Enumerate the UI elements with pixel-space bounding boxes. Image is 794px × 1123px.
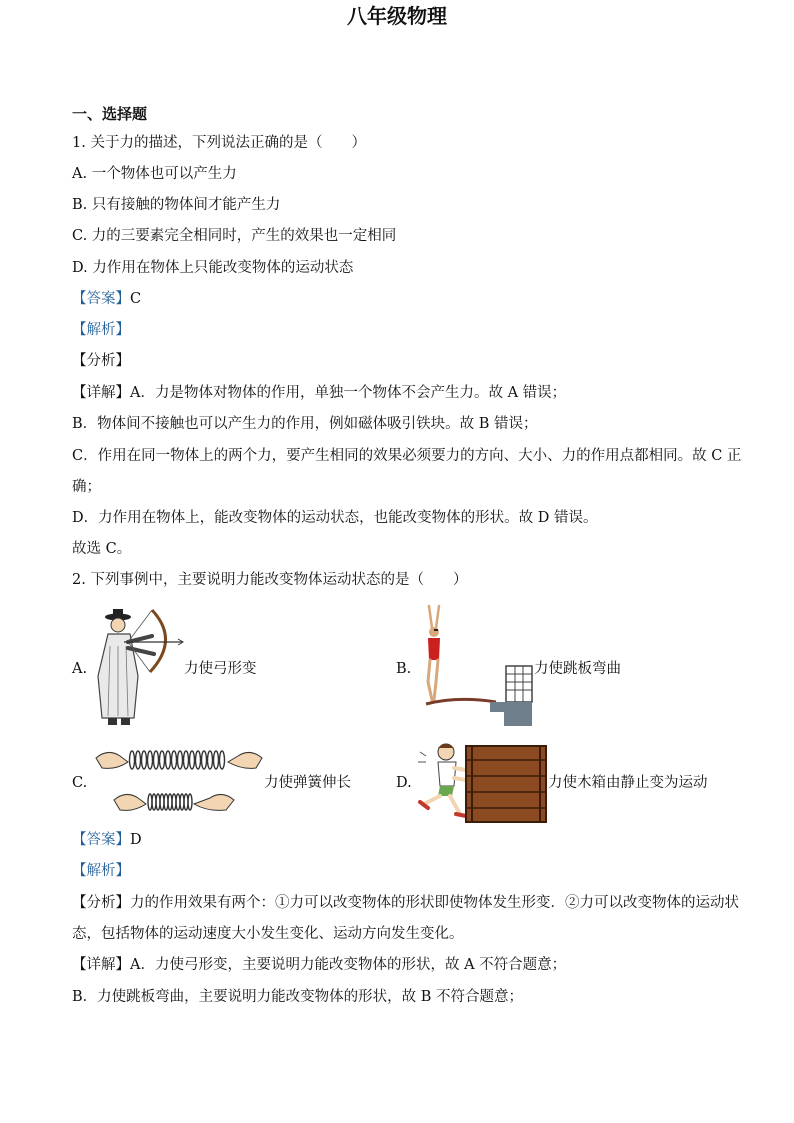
- answer-tag: 【答案】: [72, 291, 130, 307]
- short-spring: [148, 794, 192, 810]
- q1-analysis-tag: 【解析】: [72, 322, 130, 338]
- q2-answer: D: [130, 832, 142, 848]
- q2-fenxi-text-cont: 态，包括物体的运动速度大小发生变化、运动方向发生变化。: [72, 926, 464, 942]
- q1-detail-d: D．力作用在物体上，能改变物体的运动状态，也能改变物体的形状。故 D 错误。: [72, 510, 598, 526]
- q1-stem: 1. 关于力的描述，下列说法正确的是（ ）: [72, 135, 366, 151]
- q2-detail-b: B．力使跳板弯曲，主要说明力能改变物体的形状，故 B 不符合题意；: [72, 989, 524, 1005]
- q2-option-d-caption: 力使木箱由静止变为运动: [548, 775, 708, 791]
- q2-fenxi-line: [72, 893, 739, 913]
- q1-detail-line: [72, 383, 566, 403]
- q1-option-d: D. 力作用在物体上只能改变物体的运动状态: [72, 260, 354, 276]
- spring-illustration: [94, 738, 264, 824]
- q2-xiangjie-tag: 【详解】: [72, 957, 130, 973]
- q1-option-b: B. 只有接触的物体间才能产生力: [72, 197, 281, 213]
- q1-detail-a: A．力是物体对物体的作用，单独一个物体不会产生力。故 A 错误；: [130, 385, 567, 401]
- long-spring: [130, 751, 225, 769]
- archer-illustration: [88, 606, 184, 732]
- q2-answer-tag: 【答案】: [72, 832, 130, 848]
- q2-option-d-letter: D.: [396, 775, 412, 791]
- q1-option-a: A. 一个物体也可以产生力: [72, 166, 237, 182]
- q2-option-c-letter: C.: [72, 775, 88, 791]
- q2-option-a-letter: A.: [72, 661, 88, 677]
- q1-option-c: C. 力的三要素完全相同时，产生的效果也一定相同: [72, 228, 397, 244]
- q2-detail-a: A．力使弓形变，主要说明力能改变物体的形状，故 A 不符合题意；: [130, 957, 567, 973]
- q1-detail-c: C．作用在同一物体上的两个力，要产生相同的效果必须要力的方向、大小、力的作用点都相同。故 C 正: [72, 448, 742, 464]
- q2-option-b-caption: 力使跳板弯曲: [534, 661, 621, 677]
- q1-conclusion: 故选 C。: [72, 541, 132, 557]
- q2-answer-line: [72, 830, 142, 850]
- q1-answer: C: [130, 291, 142, 307]
- page-title: 八年级物理: [347, 4, 447, 28]
- q2-fenxi-tag: 【分析】: [72, 895, 130, 911]
- q1-xiangjie-tag: 【详解】: [72, 385, 130, 401]
- q2-stem: 2. 下列事例中，主要说明力能改变物体运动状态的是（ ）: [72, 572, 468, 588]
- q2-analysis-tag: 【解析】: [72, 863, 130, 879]
- q1-fenxi-tag: 【分析】: [72, 353, 130, 369]
- q1-answer-line: [72, 289, 141, 309]
- diving-board-illustration: [418, 604, 534, 728]
- section-heading: 一、选择题: [72, 105, 148, 123]
- box-pushing-illustration: [416, 740, 548, 824]
- q2-option-b-letter: B.: [396, 661, 412, 677]
- q1-detail-b: B．物体间不接触也可以产生力的作用，例如磁体吸引铁块。故 B 错误；: [72, 416, 538, 432]
- q2-option-c-caption: 力使弹簧伸长: [264, 775, 351, 791]
- q1-detail-c-cont: 确；: [72, 479, 101, 495]
- q2-option-a-caption: 力使弓形变: [184, 661, 257, 677]
- q2-fenxi-text: 力的作用效果有两个：①力可以改变物体的形状即使物体发生形变．②力可以改变物体的运动状: [130, 895, 739, 911]
- q2-detail-line: [72, 955, 566, 975]
